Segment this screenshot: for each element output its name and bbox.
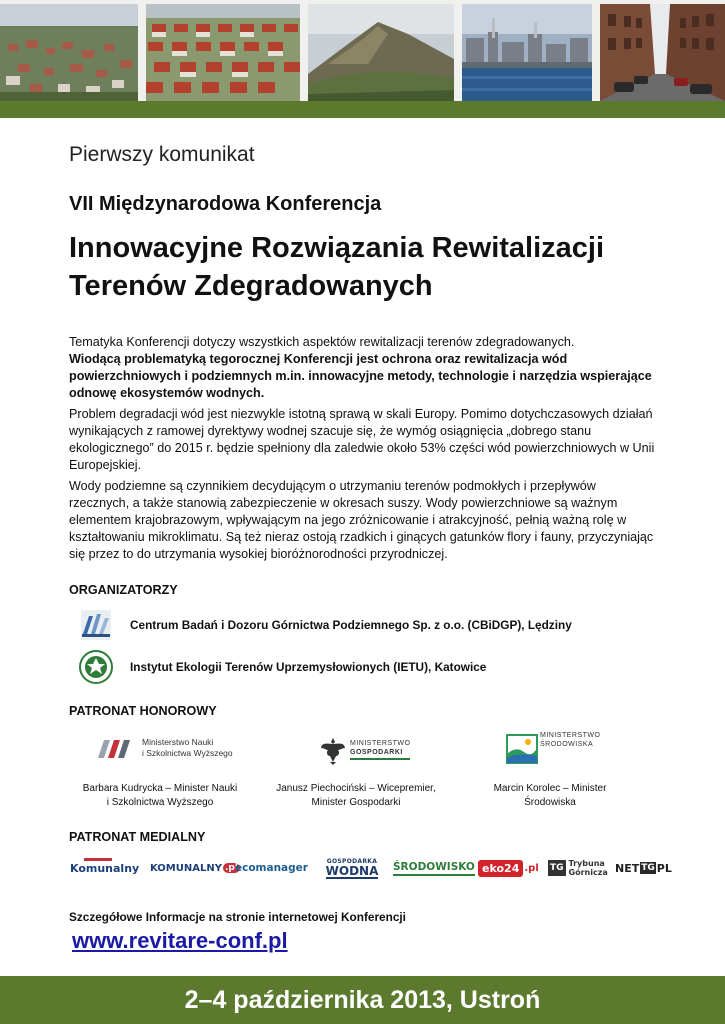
ministry-environment-emblem-icon <box>506 734 538 764</box>
intro-paragraph-1 <box>69 334 659 402</box>
media-heading: PATRONAT MEDIALNY <box>69 830 206 844</box>
intro-p1-normal: Tematyka Konferencji dotyczy wszystkich aspektów rewitalizacji terenów zdegradowanych. <box>69 335 575 349</box>
organizer-name: Centrum Badań i Dozoru Górnictwa Podziemnego Sp. z o.o. (CBiDGP), Lędziny <box>130 618 572 632</box>
ministry-environment-name-line2: ŚRODOWISKA <box>540 741 594 748</box>
intro-p1-bold: Wiodącą problematyką tegorocznej Konferencji jest ochrona oraz rewitalizacja wód powierzchniowych i podziemnych m.in. innowacyjne metody, technologie i narzędzia wspierające odnowę ekosystemów wodnych. <box>69 352 652 400</box>
patron-person-1 <box>70 782 250 810</box>
photo-street-tenements <box>600 4 725 101</box>
komunalny-pl-text: KOMUNALNY <box>150 862 222 874</box>
event-date-place: 2–4 października 2013, Ustroń <box>184 986 541 1014</box>
photo-industrial-harbour <box>462 4 592 101</box>
ministry-science-emblem-icon <box>96 736 136 762</box>
komunalny-pl-suffix: .pl <box>224 863 238 873</box>
intro-paragraph-3: Wody podziemne są czynnikiem decydującym o utrzymaniu terenów podmokłych i przepływów rzecznych, a także stanowią zabezpieczenie w okresach suszy. Wody powierzchniowe są ważnym elementem krajobrazowym, wpływającym na jego zróżnicowanie i atrakcyjność, pełnią ważną rolę w kształtowaniu mikroklimatu. Są też nieraz ostoją rzadkich i ginących gatunków flory i fauny, przyczyniając się przez to do utrzymania wysokiej bioróżnorodności przyrodniczej. <box>69 479 654 561</box>
patron-person-line2: Środowiska <box>524 797 576 808</box>
komunalny-pl-logo <box>150 855 238 881</box>
header-photo-strip <box>0 0 725 101</box>
footer-band <box>0 976 725 1024</box>
trybuna-gornicza-mark: TG <box>548 860 566 876</box>
eko24-logo <box>478 855 538 881</box>
ietu-logo-icon <box>79 650 113 684</box>
patron-person-line2: Minister Gospodarki <box>311 797 401 808</box>
conference-title <box>69 229 709 305</box>
ministry-economy-logo <box>320 736 410 768</box>
cbidgp-logo-icon <box>79 608 113 642</box>
komunalny-logo <box>70 855 140 881</box>
conference-number: VII Międzynarodowa Konferencja <box>69 193 382 215</box>
patronage-heading: PATRONAT HONOROWY <box>69 704 217 718</box>
patron-person-line1: Marcin Korolec – Minister <box>493 783 607 794</box>
nettg-pl-part-a: NET <box>615 861 640 875</box>
patron-person-line1: Janusz Piechociński – Wicepremier, <box>276 783 436 794</box>
organizer-cbidgp <box>79 608 572 642</box>
ministry-economy-name-line1: MINISTERSTWO <box>350 740 411 747</box>
conference-website-link[interactable]: www.revitare-conf.pl <box>72 928 288 953</box>
eko24-text: eko24 <box>478 860 523 877</box>
ministry-environment-logo <box>506 731 601 765</box>
info-text: Szczegółowe Informacje na stronie internetowej Konferencji <box>69 910 406 924</box>
organizers-heading: ORGANIZATORZY <box>69 583 178 597</box>
photo-town-aerial <box>0 4 138 101</box>
komunalny-logo-text: Komunalny <box>70 861 140 875</box>
intro-paragraph-2: Problem degradacji wód jest niezwykle istotną sprawą w skali Europy. Pomimo dotychczasowych działań wynikających z ramowej dyrektywy wodnej szacuje się, że wymóg osiągnięcia „dobrego stanu ekologicznego” do 2015 r. będzie spełniony dla zaledwie około 53% części wód powierzchniowych w Unii Europejskiej. <box>69 407 655 472</box>
patron-person-line1: Barbara Kudrycka – Minister Nauki <box>82 783 238 794</box>
gospodarka-wodna-text: WODNA <box>325 863 379 878</box>
trybuna-gornicza-line1: Trybuna <box>568 859 605 868</box>
nettg-pl-logo <box>615 855 672 881</box>
header-green-band <box>0 101 725 118</box>
conference-title-line1: Innowacyjne Rozwiązania Rewitalizacji <box>69 232 605 264</box>
photo-housing-estate <box>146 4 300 101</box>
gospodarka-wodna-logo <box>325 855 379 881</box>
patron-person-3 <box>470 782 630 810</box>
ecomanager-text: ecomanager <box>235 862 308 874</box>
conference-title-line2: Terenów Zdegradowanych <box>69 270 433 302</box>
gospodarka-wodna-top: GOSPODARKA <box>326 857 378 865</box>
nettg-pl-part-b: TG <box>641 863 655 873</box>
eko24-suffix: .pl <box>524 862 539 874</box>
ecomanager-logo <box>235 855 307 881</box>
patron-person-2 <box>262 782 450 810</box>
patron-person-line2: i Szkolnictwa Wyższego <box>106 797 214 808</box>
organizer-name: Instytut Ekologii Terenów Uprzemysłowionych (IETU), Katowice <box>130 660 487 674</box>
trybuna-gornicza-line2: Górnicza <box>568 868 608 877</box>
srodowisko-logo <box>393 855 475 881</box>
ministry-environment-name-line1: MINISTERSTWO <box>540 732 601 739</box>
ministry-science-logo <box>96 736 236 762</box>
intro-text <box>69 334 659 567</box>
photo-spoil-heap <box>308 4 454 101</box>
eagle-emblem-icon <box>320 736 346 766</box>
ministry-science-name-line2: i Szkolnictwa Wyższego <box>142 748 233 758</box>
trybuna-gornicza-logo <box>548 855 606 881</box>
srodowisko-text: ŚRODOWISKO <box>393 861 475 876</box>
ministry-science-name-line1: Ministerstwo Nauki <box>142 737 214 747</box>
organizer-ietu <box>79 650 486 684</box>
communique-label: Pierwszy komunikat <box>69 143 255 166</box>
nettg-pl-part-c: PL <box>656 861 672 875</box>
ministry-economy-name-line2: GOSPODARKI <box>350 748 410 760</box>
